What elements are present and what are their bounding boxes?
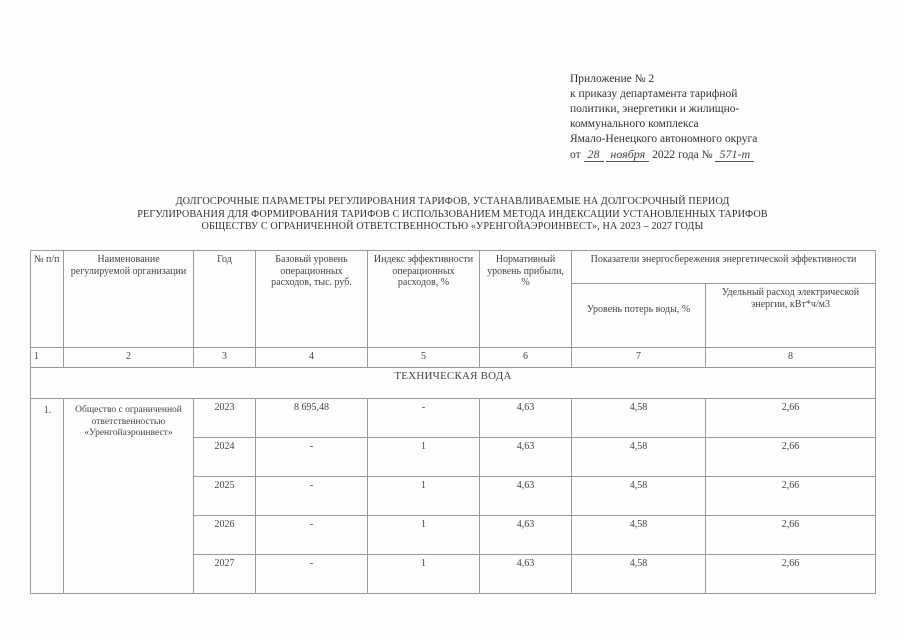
cell-power: 2,66 <box>706 516 876 555</box>
cell-base: - <box>256 438 368 477</box>
column-number: 3 <box>194 348 256 368</box>
organization-name: Общество с ограниченной ответственностью «Уренгойаэроинвест» <box>64 399 194 594</box>
cell-year: 2023 <box>194 399 256 438</box>
cell-base: - <box>256 477 368 516</box>
header-base-expenses: Базовый уровень операционных расходов, тыс. руб. <box>256 251 368 348</box>
cell-index: 1 <box>368 477 480 516</box>
column-number: 7 <box>572 348 706 368</box>
header-water-loss: Уровень потерь воды, % <box>572 284 706 348</box>
appendix-line: Приложение № 2 <box>570 73 655 85</box>
appendix-line: политики, энергетики и жилищно- <box>570 103 740 115</box>
date-month: ноября <box>606 147 649 162</box>
cell-power: 2,66 <box>706 399 876 438</box>
date-year: 2022 года № <box>652 149 713 161</box>
appendix-line: коммунального комплекса <box>570 118 699 130</box>
cell-profit: 4,63 <box>480 399 572 438</box>
header-year: Год <box>194 251 256 348</box>
table-row <box>31 399 876 438</box>
column-number: 6 <box>480 348 572 368</box>
header-power-consumption: Удельный расход электрической энергии, кВт*ч/м3 <box>706 284 876 348</box>
order-dateline <box>570 147 870 163</box>
row-number: 1. <box>31 399 64 594</box>
document-title <box>20 196 885 234</box>
appendix-line: Ямало-Ненецкого автономного округа <box>570 133 758 145</box>
cell-year: 2026 <box>194 516 256 555</box>
column-number: 5 <box>368 348 480 368</box>
tariff-parameters-table <box>30 250 876 594</box>
section-title: ТЕХНИЧЕСКАЯ ВОДА <box>31 368 876 399</box>
cell-base: - <box>256 516 368 555</box>
cell-loss: 4,58 <box>572 477 706 516</box>
appendix-block <box>570 72 870 163</box>
cell-year: 2024 <box>194 438 256 477</box>
title-line: ОБЩЕСТВУ С ОГРАНИЧЕННОЙ ОТВЕТСТВЕННОСТЬЮ «УРЕНГОЙАЭРОИНВЕСТ», НА 2023 – 2027 ГОДЫ <box>201 221 704 232</box>
cell-year: 2027 <box>194 555 256 594</box>
column-number: 8 <box>706 348 876 368</box>
cell-loss: 4,58 <box>572 516 706 555</box>
order-number: 571-т <box>715 147 754 162</box>
cell-power: 2,66 <box>706 477 876 516</box>
header-organization: Наименование регулируемой организации <box>64 251 194 348</box>
title-line: РЕГУЛИРОВАНИЯ ДЛЯ ФОРМИРОВАНИЯ ТАРИФОВ С ИСПОЛЬЗОВАНИЕМ МЕТОДА ИНДЕКСАЦИИ УСТАНОВЛЕННЫХ ТАРИФОВ <box>137 208 768 220</box>
cell-profit: 4,63 <box>480 516 572 555</box>
cell-year: 2025 <box>194 477 256 516</box>
cell-loss: 4,58 <box>572 438 706 477</box>
cell-profit: 4,63 <box>480 438 572 477</box>
cell-index: 1 <box>368 438 480 477</box>
cell-base: - <box>256 555 368 594</box>
header-energy-group: Показатели энергосбережения энергетической эффективности <box>572 251 876 284</box>
section-row <box>31 368 876 399</box>
date-prefix: от <box>570 149 581 161</box>
cell-power: 2,66 <box>706 438 876 477</box>
cell-profit: 4,63 <box>480 477 572 516</box>
header-efficiency-index: Индекс эффективности операционных расходов, % <box>368 251 480 348</box>
column-number: 1 <box>31 348 64 368</box>
cell-index: 1 <box>368 555 480 594</box>
title-line: ДОЛГОСРОЧНЫЕ ПАРАМЕТРЫ РЕГУЛИРОВАНИЯ ТАРИФОВ, УСТАНАВЛИВАЕМЫЕ НА ДОЛГОСРОЧНЫЙ ПЕРИОД <box>175 196 730 207</box>
cell-base: 8 695,48 <box>256 399 368 438</box>
column-number: 2 <box>64 348 194 368</box>
header-profit-level: Нормативный уровень прибыли, % <box>480 251 572 348</box>
cell-profit: 4,63 <box>480 555 572 594</box>
cell-index: 1 <box>368 516 480 555</box>
date-day: 28 <box>584 147 604 162</box>
column-number: 4 <box>256 348 368 368</box>
cell-power: 2,66 <box>706 555 876 594</box>
header-row-1 <box>31 251 876 284</box>
cell-loss: 4,58 <box>572 555 706 594</box>
header-number: № п/п <box>31 251 64 348</box>
appendix-line: к приказу департамента тарифной <box>570 88 738 100</box>
cell-index: - <box>368 399 480 438</box>
column-number-row <box>31 348 876 368</box>
cell-loss: 4,58 <box>572 399 706 438</box>
